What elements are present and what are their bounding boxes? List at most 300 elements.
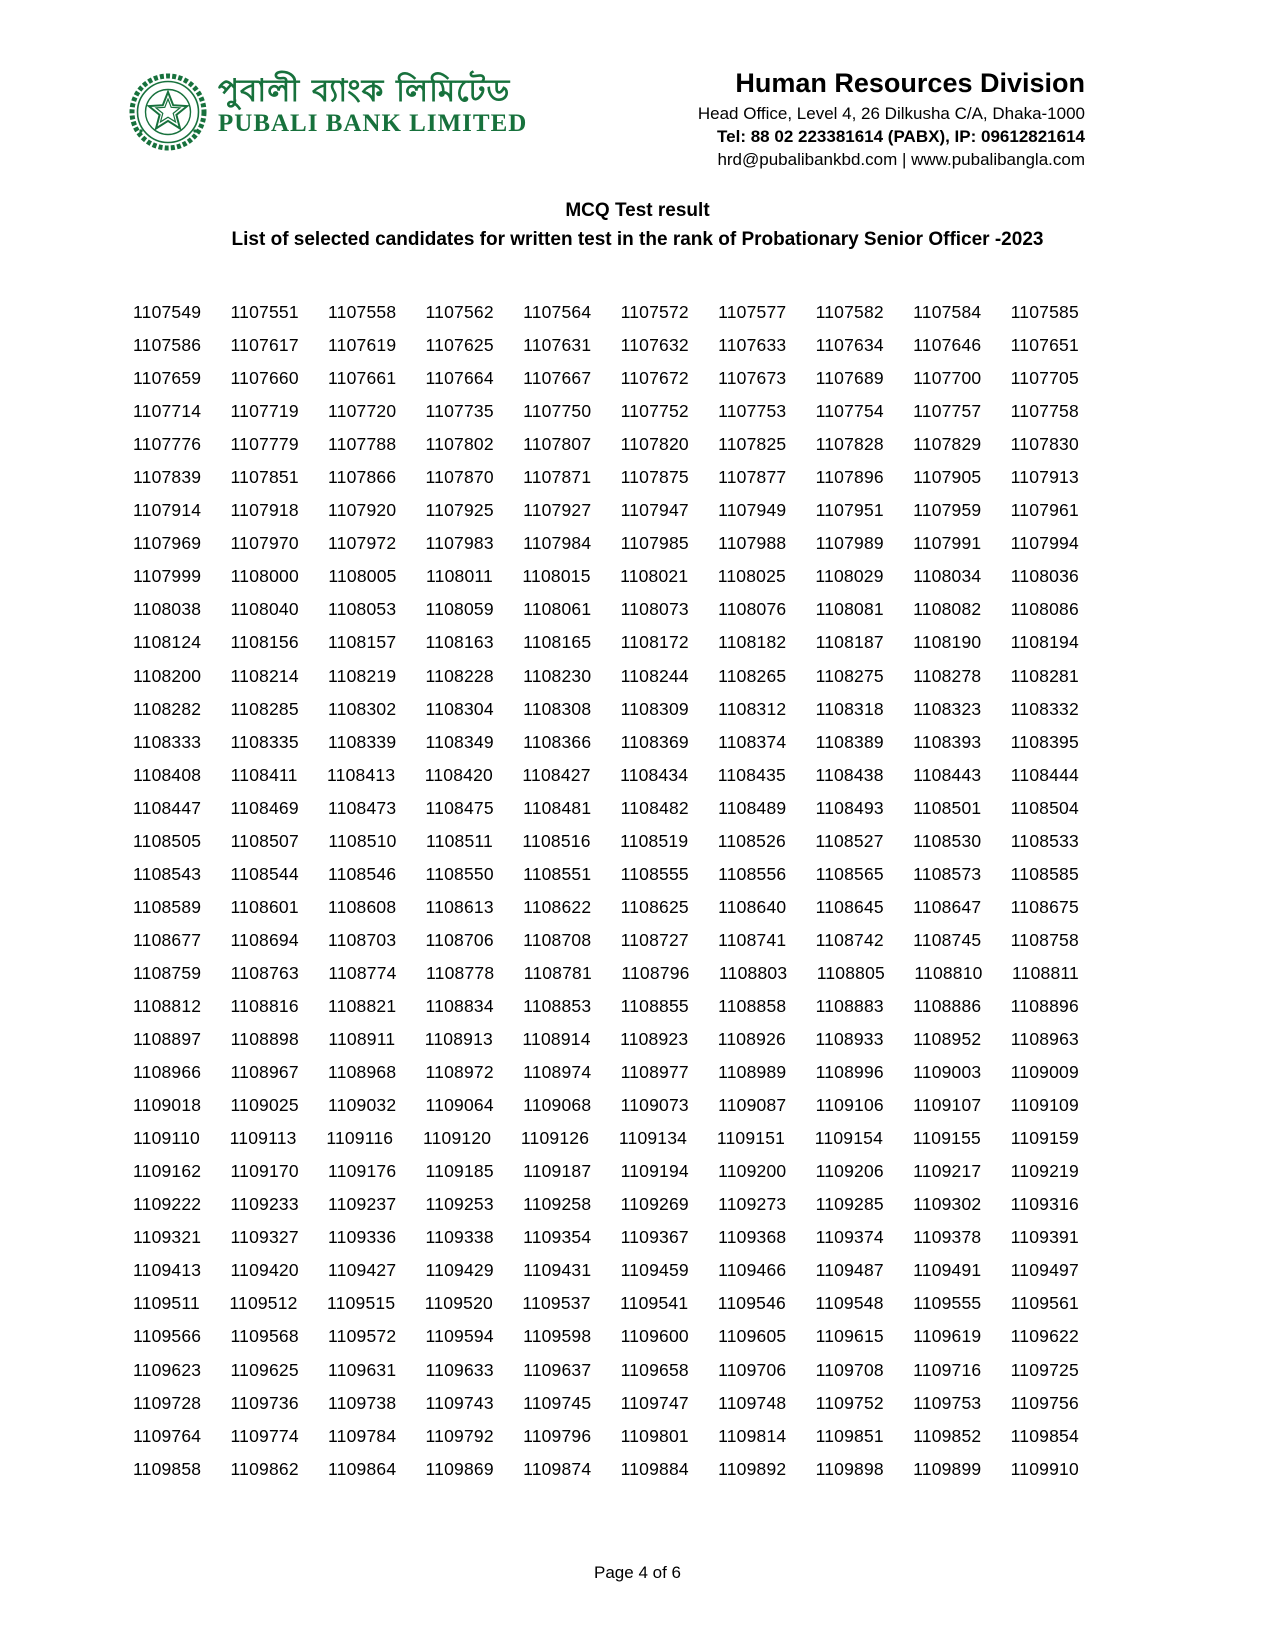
candidate-number: 1108778 bbox=[426, 962, 495, 983]
candidate-number: 1107788 bbox=[328, 434, 397, 455]
candidate-number: 1109025 bbox=[230, 1095, 299, 1116]
candidate-number: 1107959 bbox=[913, 500, 982, 521]
candidate-row bbox=[133, 1287, 1079, 1320]
candidate-number: 1107802 bbox=[425, 434, 494, 455]
candidate-number: 1108963 bbox=[1010, 1029, 1079, 1050]
candidate-number: 1108911 bbox=[328, 1029, 396, 1050]
candidate-number: 1109170 bbox=[230, 1161, 299, 1182]
candidate-row bbox=[133, 1089, 1079, 1122]
candidate-number: 1109285 bbox=[815, 1194, 884, 1215]
bank-logo bbox=[128, 72, 527, 152]
candidate-number: 1108411 bbox=[230, 764, 298, 785]
candidate-row bbox=[133, 1254, 1079, 1287]
candidate-number: 1109899 bbox=[913, 1458, 982, 1479]
candidate-number: 1107625 bbox=[425, 335, 494, 356]
candidate-row bbox=[133, 494, 1079, 527]
candidate-number: 1107705 bbox=[1010, 368, 1079, 389]
candidate-number: 1109009 bbox=[1010, 1062, 1079, 1083]
candidate-number: 1108086 bbox=[1010, 599, 1079, 620]
candidate-number: 1109814 bbox=[718, 1425, 787, 1446]
candidate-number: 1108625 bbox=[620, 896, 689, 917]
candidate-number: 1109725 bbox=[1010, 1359, 1079, 1380]
candidate-number: 1108741 bbox=[718, 929, 787, 950]
candidate-row bbox=[133, 593, 1079, 626]
candidate-number: 1108966 bbox=[133, 1062, 202, 1083]
candidate-row bbox=[133, 428, 1079, 461]
candidate-number: 1108435 bbox=[717, 764, 786, 785]
candidate-row bbox=[133, 296, 1079, 329]
candidate-number: 1107970 bbox=[230, 533, 299, 554]
candidate-number: 1108308 bbox=[523, 698, 592, 719]
candidate-number: 1109747 bbox=[620, 1392, 689, 1413]
candidate-number: 1109864 bbox=[328, 1458, 397, 1479]
candidate-number: 1107829 bbox=[913, 434, 982, 455]
candidate-number: 1108526 bbox=[717, 830, 786, 851]
candidate-number: 1108493 bbox=[815, 797, 884, 818]
candidate-number: 1109619 bbox=[913, 1326, 982, 1347]
candidate-number: 1109852 bbox=[913, 1425, 982, 1446]
candidate-number: 1107719 bbox=[230, 401, 299, 422]
candidate-row bbox=[133, 825, 1079, 858]
candidate-number: 1108190 bbox=[913, 632, 982, 653]
candidate-number: 1108038 bbox=[133, 599, 202, 620]
candidate-number: 1108996 bbox=[815, 1062, 884, 1083]
candidate-row bbox=[133, 1155, 1079, 1188]
candidate-number: 1109736 bbox=[230, 1392, 299, 1413]
candidate-number: 1109548 bbox=[815, 1293, 884, 1314]
candidate-number: 1107870 bbox=[425, 467, 494, 488]
candidate-number: 1108156 bbox=[230, 632, 299, 653]
candidate-number: 1109892 bbox=[718, 1458, 787, 1479]
candidate-number: 1108977 bbox=[620, 1062, 689, 1083]
candidate-number: 1109237 bbox=[328, 1194, 397, 1215]
candidate-number: 1109537 bbox=[522, 1293, 591, 1314]
candidate-number: 1108265 bbox=[718, 665, 787, 686]
candidate-number: 1109159 bbox=[1010, 1128, 1079, 1149]
candidate-row bbox=[133, 858, 1079, 891]
candidate-number: 1108163 bbox=[425, 632, 494, 653]
candidate-row bbox=[133, 1420, 1079, 1453]
candidate-number: 1107866 bbox=[328, 467, 397, 488]
bank-seal-icon bbox=[128, 72, 208, 152]
candidate-number: 1108897 bbox=[133, 1029, 202, 1050]
candidate-number: 1107961 bbox=[1010, 500, 1079, 521]
candidate-number: 1109253 bbox=[425, 1194, 494, 1215]
candidate-number: 1108124 bbox=[133, 632, 202, 653]
candidate-number: 1109774 bbox=[230, 1425, 299, 1446]
candidate-number: 1109623 bbox=[133, 1359, 202, 1380]
candidate-number: 1109126 bbox=[520, 1128, 590, 1149]
candidate-number: 1107913 bbox=[1010, 467, 1079, 488]
candidate-number: 1109258 bbox=[523, 1194, 592, 1215]
candidate-number: 1108438 bbox=[815, 764, 884, 785]
bank-name-latin: PUBALI BANK LIMITED bbox=[218, 110, 528, 137]
page-number-label: Page 4 of 6 bbox=[594, 1563, 681, 1582]
candidate-number: 1107776 bbox=[133, 434, 202, 455]
candidate-number: 1109003 bbox=[913, 1062, 982, 1083]
candidate-number: 1109869 bbox=[425, 1458, 494, 1479]
candidate-row bbox=[133, 957, 1079, 990]
candidate-number: 1109109 bbox=[1010, 1095, 1079, 1116]
candidate-row bbox=[133, 1122, 1079, 1155]
candidate-number: 1109491 bbox=[913, 1260, 982, 1281]
candidate-number: 1109706 bbox=[718, 1359, 787, 1380]
candidate-number: 1107972 bbox=[328, 533, 397, 554]
candidate-number: 1109338 bbox=[425, 1227, 494, 1248]
candidate-number: 1107999 bbox=[133, 566, 202, 587]
candidate-row bbox=[133, 362, 1079, 395]
candidate-number: 1108278 bbox=[913, 665, 982, 686]
candidate-number: 1108275 bbox=[815, 665, 884, 686]
candidate-number: 1108989 bbox=[718, 1062, 787, 1083]
candidate-number: 1108763 bbox=[230, 962, 299, 983]
candidate-number: 1107632 bbox=[620, 335, 689, 356]
candidate-number: 1108745 bbox=[913, 929, 982, 950]
candidate-number: 1107820 bbox=[620, 434, 689, 455]
candidate-number: 1109862 bbox=[230, 1458, 299, 1479]
candidate-number: 1109658 bbox=[620, 1359, 689, 1380]
candidate-number: 1109858 bbox=[133, 1458, 202, 1479]
candidate-number: 1108675 bbox=[1010, 896, 1079, 917]
candidate-number: 1109233 bbox=[230, 1194, 299, 1215]
candidate-number: 1109064 bbox=[425, 1095, 494, 1116]
candidate-number: 1108469 bbox=[230, 797, 299, 818]
candidate-number: 1109738 bbox=[328, 1392, 397, 1413]
candidate-row bbox=[133, 1320, 1079, 1353]
candidate-number: 1108858 bbox=[718, 996, 787, 1016]
candidate-number: 1109459 bbox=[620, 1260, 689, 1281]
candidate-number: 1109633 bbox=[425, 1359, 494, 1380]
candidate-row bbox=[133, 759, 1079, 792]
candidate-number: 1108758 bbox=[1010, 929, 1079, 950]
candidate-number: 1109116 bbox=[326, 1128, 394, 1149]
candidate-row bbox=[133, 560, 1079, 593]
candidate-number: 1108369 bbox=[620, 731, 689, 752]
candidate-number: 1108011 bbox=[426, 566, 493, 587]
candidate-number: 1108230 bbox=[523, 665, 592, 686]
candidate-number: 1108530 bbox=[913, 830, 982, 851]
candidate-row bbox=[133, 1056, 1079, 1089]
candidate-number: 1109420 bbox=[230, 1260, 299, 1281]
candidate-number: 1108244 bbox=[620, 665, 689, 686]
candidate-number: 1109605 bbox=[718, 1326, 787, 1347]
candidate-number: 1108742 bbox=[815, 929, 884, 950]
candidate-number: 1109222 bbox=[133, 1194, 202, 1215]
candidate-number: 1108505 bbox=[133, 830, 202, 851]
candidate-number: 1107807 bbox=[523, 434, 592, 455]
candidate-number: 1107651 bbox=[1010, 335, 1079, 356]
candidate-number: 1108519 bbox=[620, 830, 689, 851]
candidate-number: 1109302 bbox=[913, 1194, 982, 1215]
candidate-number: 1107985 bbox=[620, 533, 689, 554]
candidate-number: 1108482 bbox=[620, 797, 689, 818]
candidate-number: 1108759 bbox=[133, 962, 202, 983]
candidate-row bbox=[133, 792, 1079, 825]
candidate-number: 1108082 bbox=[913, 599, 982, 620]
candidate-number: 1107634 bbox=[815, 335, 884, 356]
candidate-number: 1108555 bbox=[620, 863, 689, 884]
title-block bbox=[0, 196, 1275, 254]
candidate-number: 1107875 bbox=[620, 467, 689, 488]
candidate-number: 1108073 bbox=[620, 599, 689, 620]
hr-division-block bbox=[698, 68, 1085, 171]
candidate-number: 1108427 bbox=[522, 764, 591, 785]
candidate-number: 1107949 bbox=[718, 500, 787, 521]
candidate-number: 1109594 bbox=[425, 1326, 494, 1347]
candidate-number: 1108182 bbox=[718, 632, 787, 653]
candidate-number: 1109898 bbox=[815, 1458, 884, 1479]
candidate-number: 1109106 bbox=[815, 1095, 884, 1116]
candidate-number: 1108172 bbox=[620, 632, 689, 653]
candidate-number: 1108443 bbox=[913, 764, 982, 785]
candidate-number: 1109622 bbox=[1010, 1326, 1079, 1347]
candidate-number: 1108473 bbox=[328, 797, 397, 818]
candidate-number: 1107577 bbox=[718, 302, 787, 323]
candidate-number: 1107905 bbox=[913, 467, 982, 488]
candidate-number: 1108781 bbox=[523, 962, 592, 983]
candidate-number: 1108896 bbox=[1010, 996, 1079, 1016]
candidate-number: 1108677 bbox=[133, 929, 202, 950]
candidate-number: 1109391 bbox=[1010, 1227, 1079, 1248]
candidate-number: 1108812 bbox=[133, 996, 202, 1016]
candidate-number: 1109217 bbox=[913, 1161, 982, 1182]
candidate-number: 1107851 bbox=[230, 467, 299, 488]
candidate-number: 1109269 bbox=[620, 1194, 689, 1215]
candidate-number: 1108898 bbox=[230, 1029, 299, 1050]
candidate-number: 1108613 bbox=[425, 896, 494, 917]
candidate-number: 1109466 bbox=[718, 1260, 787, 1281]
candidate-number: 1108335 bbox=[230, 731, 299, 752]
candidate-number: 1109884 bbox=[620, 1458, 689, 1479]
candidate-number: 1108821 bbox=[328, 996, 397, 1016]
candidate-number: 1109561 bbox=[1010, 1293, 1079, 1314]
candidate-number: 1107735 bbox=[425, 401, 494, 422]
candidate-number: 1109555 bbox=[913, 1293, 982, 1314]
page-footer bbox=[0, 1563, 1275, 1583]
candidate-number: 1109176 bbox=[328, 1161, 397, 1182]
candidate-row bbox=[133, 924, 1079, 957]
candidate-number: 1108527 bbox=[815, 830, 884, 851]
candidate-number: 1108608 bbox=[328, 896, 397, 917]
candidate-number: 1108034 bbox=[913, 566, 982, 587]
candidate-number: 1108323 bbox=[913, 698, 982, 719]
candidate-number: 1108312 bbox=[718, 698, 787, 719]
candidate-number: 1108816 bbox=[230, 996, 299, 1016]
candidate-number: 1108475 bbox=[425, 797, 494, 818]
candidate-number: 1109615 bbox=[815, 1326, 884, 1347]
candidate-number: 1108395 bbox=[1010, 731, 1079, 752]
candidate-number: 1108165 bbox=[523, 632, 592, 653]
candidate-number: 1107839 bbox=[133, 467, 202, 488]
candidate-number: 1109185 bbox=[425, 1161, 494, 1182]
candidate-number: 1109354 bbox=[523, 1227, 592, 1248]
candidate-number: 1109316 bbox=[1010, 1194, 1079, 1215]
page-title: MCQ Test result bbox=[565, 200, 710, 221]
candidate-number: 1108853 bbox=[523, 996, 592, 1016]
candidate-number: 1108511 bbox=[426, 830, 493, 851]
division-title: Human Resources Division bbox=[735, 68, 1085, 98]
candidate-number: 1107700 bbox=[913, 368, 982, 389]
candidate-number: 1108481 bbox=[523, 797, 592, 818]
candidate-number: 1107983 bbox=[425, 533, 494, 554]
candidate-number: 1108706 bbox=[425, 929, 494, 950]
candidate-row bbox=[133, 1023, 1079, 1056]
candidate-number: 1109206 bbox=[815, 1161, 884, 1182]
candidate-number: 1109200 bbox=[718, 1161, 787, 1182]
candidate-number: 1109631 bbox=[328, 1359, 397, 1380]
candidate-number: 1109566 bbox=[133, 1326, 202, 1347]
candidate-number: 1107672 bbox=[620, 368, 689, 389]
candidate-number: 1108923 bbox=[620, 1029, 689, 1050]
candidate-row bbox=[133, 395, 1079, 428]
candidate-number: 1109187 bbox=[523, 1161, 592, 1182]
candidate-number: 1109327 bbox=[230, 1227, 299, 1248]
candidate-number: 1108302 bbox=[328, 698, 397, 719]
candidate-row bbox=[133, 891, 1079, 924]
candidate-number: 1108339 bbox=[328, 731, 397, 752]
candidate-number: 1108504 bbox=[1010, 797, 1079, 818]
candidate-number: 1109796 bbox=[523, 1425, 592, 1446]
candidate-row bbox=[133, 1354, 1079, 1387]
candidate-row bbox=[133, 990, 1079, 1023]
candidate-row bbox=[133, 527, 1079, 560]
candidate-number: 1108219 bbox=[328, 665, 397, 686]
candidate-number: 1109792 bbox=[425, 1425, 494, 1446]
candidate-number: 1108796 bbox=[621, 962, 690, 983]
candidate-number: 1108053 bbox=[328, 599, 397, 620]
candidate-number: 1107660 bbox=[230, 368, 299, 389]
candidate-number: 1108811 bbox=[1012, 962, 1079, 983]
candidate-number: 1107994 bbox=[1010, 533, 1079, 554]
candidate-number: 1108040 bbox=[230, 599, 299, 620]
candidate-number: 1107871 bbox=[523, 467, 592, 488]
candidate-number: 1109110 bbox=[133, 1128, 200, 1149]
candidate-row bbox=[133, 1221, 1079, 1254]
candidate-number: 1108309 bbox=[620, 698, 689, 719]
candidate-number: 1108393 bbox=[913, 731, 982, 752]
candidate-number: 1108803 bbox=[719, 962, 788, 983]
candidate-number: 1107562 bbox=[425, 302, 494, 323]
candidate-number: 1108501 bbox=[913, 797, 982, 818]
candidate-number: 1108551 bbox=[523, 863, 592, 884]
candidate-number: 1109068 bbox=[523, 1095, 592, 1116]
candidate-number: 1108952 bbox=[913, 1029, 982, 1050]
candidate-number: 1109429 bbox=[425, 1260, 494, 1281]
candidate-number: 1108550 bbox=[425, 863, 494, 884]
candidate-number: 1108408 bbox=[133, 764, 202, 785]
candidate-number: 1107720 bbox=[328, 401, 397, 422]
candidate-number: 1107689 bbox=[815, 368, 884, 389]
candidate-number: 1109568 bbox=[230, 1326, 299, 1347]
candidate-number: 1108974 bbox=[523, 1062, 592, 1083]
candidate-number: 1108228 bbox=[425, 665, 494, 686]
candidate-number: 1107633 bbox=[718, 335, 787, 356]
candidate-row bbox=[133, 1387, 1079, 1420]
candidate-number: 1107582 bbox=[815, 302, 884, 323]
candidate-number: 1107667 bbox=[523, 368, 592, 389]
candidate-number: 1108389 bbox=[815, 731, 884, 752]
candidate-number: 1109541 bbox=[620, 1293, 689, 1314]
candidate-number: 1109431 bbox=[523, 1260, 592, 1281]
candidate-row bbox=[133, 1453, 1079, 1486]
candidate-number: 1108510 bbox=[328, 830, 397, 851]
bank-logo-text bbox=[218, 74, 527, 138]
candidate-number: 1109520 bbox=[424, 1293, 493, 1314]
candidate-number: 1109756 bbox=[1010, 1392, 1079, 1413]
candidate-number: 1108647 bbox=[913, 896, 982, 917]
candidate-number: 1107586 bbox=[133, 335, 202, 356]
candidate-number: 1108025 bbox=[717, 566, 786, 587]
candidate-number: 1107758 bbox=[1010, 401, 1079, 422]
candidate-number: 1109087 bbox=[718, 1095, 787, 1116]
candidate-number: 1107572 bbox=[620, 302, 689, 323]
candidate-number: 1107558 bbox=[328, 302, 397, 323]
candidate-number: 1108333 bbox=[133, 731, 202, 752]
candidate-number: 1109748 bbox=[718, 1392, 787, 1413]
candidate-number: 1109572 bbox=[328, 1326, 397, 1347]
candidate-number: 1107988 bbox=[718, 533, 787, 554]
candidate-number: 1108000 bbox=[230, 566, 299, 587]
candidate-number: 1108029 bbox=[815, 566, 884, 587]
candidate-number: 1109801 bbox=[620, 1425, 689, 1446]
candidate-number: 1109162 bbox=[133, 1161, 202, 1182]
candidate-number: 1107925 bbox=[425, 500, 494, 521]
candidate-number: 1108622 bbox=[523, 896, 592, 917]
candidate-number: 1108805 bbox=[816, 962, 885, 983]
candidate-number: 1109120 bbox=[422, 1128, 492, 1149]
candidate-number: 1108810 bbox=[914, 962, 983, 983]
candidate-number: 1108187 bbox=[815, 632, 884, 653]
candidate-number: 1108694 bbox=[230, 929, 299, 950]
candidate-number: 1109512 bbox=[229, 1293, 298, 1314]
candidate-number: 1108546 bbox=[328, 863, 397, 884]
candidate-number: 1109032 bbox=[328, 1095, 397, 1116]
telephone-line: Tel: 88 02 223381614 (PABX), IP: 09612821614 bbox=[717, 127, 1085, 146]
candidate-number: 1109745 bbox=[523, 1392, 592, 1413]
candidate-number: 1107779 bbox=[230, 434, 299, 455]
candidate-number: 1109764 bbox=[133, 1425, 202, 1446]
candidate-row bbox=[133, 626, 1079, 659]
candidate-number: 1108285 bbox=[230, 698, 299, 719]
candidate-number: 1108645 bbox=[815, 896, 884, 917]
candidate-number: 1108081 bbox=[815, 599, 884, 620]
candidate-number: 1108304 bbox=[425, 698, 494, 719]
candidate-number: 1109708 bbox=[815, 1359, 884, 1380]
candidate-number: 1109637 bbox=[523, 1359, 592, 1380]
candidate-number: 1107584 bbox=[913, 302, 982, 323]
candidate-number: 1108366 bbox=[523, 731, 592, 752]
candidate-number: 1107757 bbox=[913, 401, 982, 422]
candidate-number: 1109155 bbox=[912, 1128, 981, 1149]
candidate-number: 1108005 bbox=[328, 566, 397, 587]
candidate-number: 1109018 bbox=[133, 1095, 202, 1116]
candidate-number: 1107714 bbox=[133, 401, 202, 422]
candidate-number: 1107918 bbox=[230, 500, 299, 521]
candidate-number: 1108601 bbox=[230, 896, 299, 917]
candidate-number: 1109874 bbox=[523, 1458, 592, 1479]
candidate-number: 1107920 bbox=[328, 500, 397, 521]
candidate-number: 1109487 bbox=[815, 1260, 884, 1281]
candidate-number: 1107927 bbox=[523, 500, 592, 521]
candidate-number: 1108544 bbox=[230, 863, 299, 884]
candidate-number: 1108434 bbox=[620, 764, 689, 785]
candidate-number: 1107673 bbox=[718, 368, 787, 389]
candidate-number: 1109511 bbox=[133, 1293, 200, 1314]
candidate-number: 1107828 bbox=[815, 434, 884, 455]
candidate-number: 1107664 bbox=[425, 368, 494, 389]
candidate-number: 1108036 bbox=[1010, 566, 1079, 587]
candidate-number: 1108413 bbox=[327, 764, 396, 785]
